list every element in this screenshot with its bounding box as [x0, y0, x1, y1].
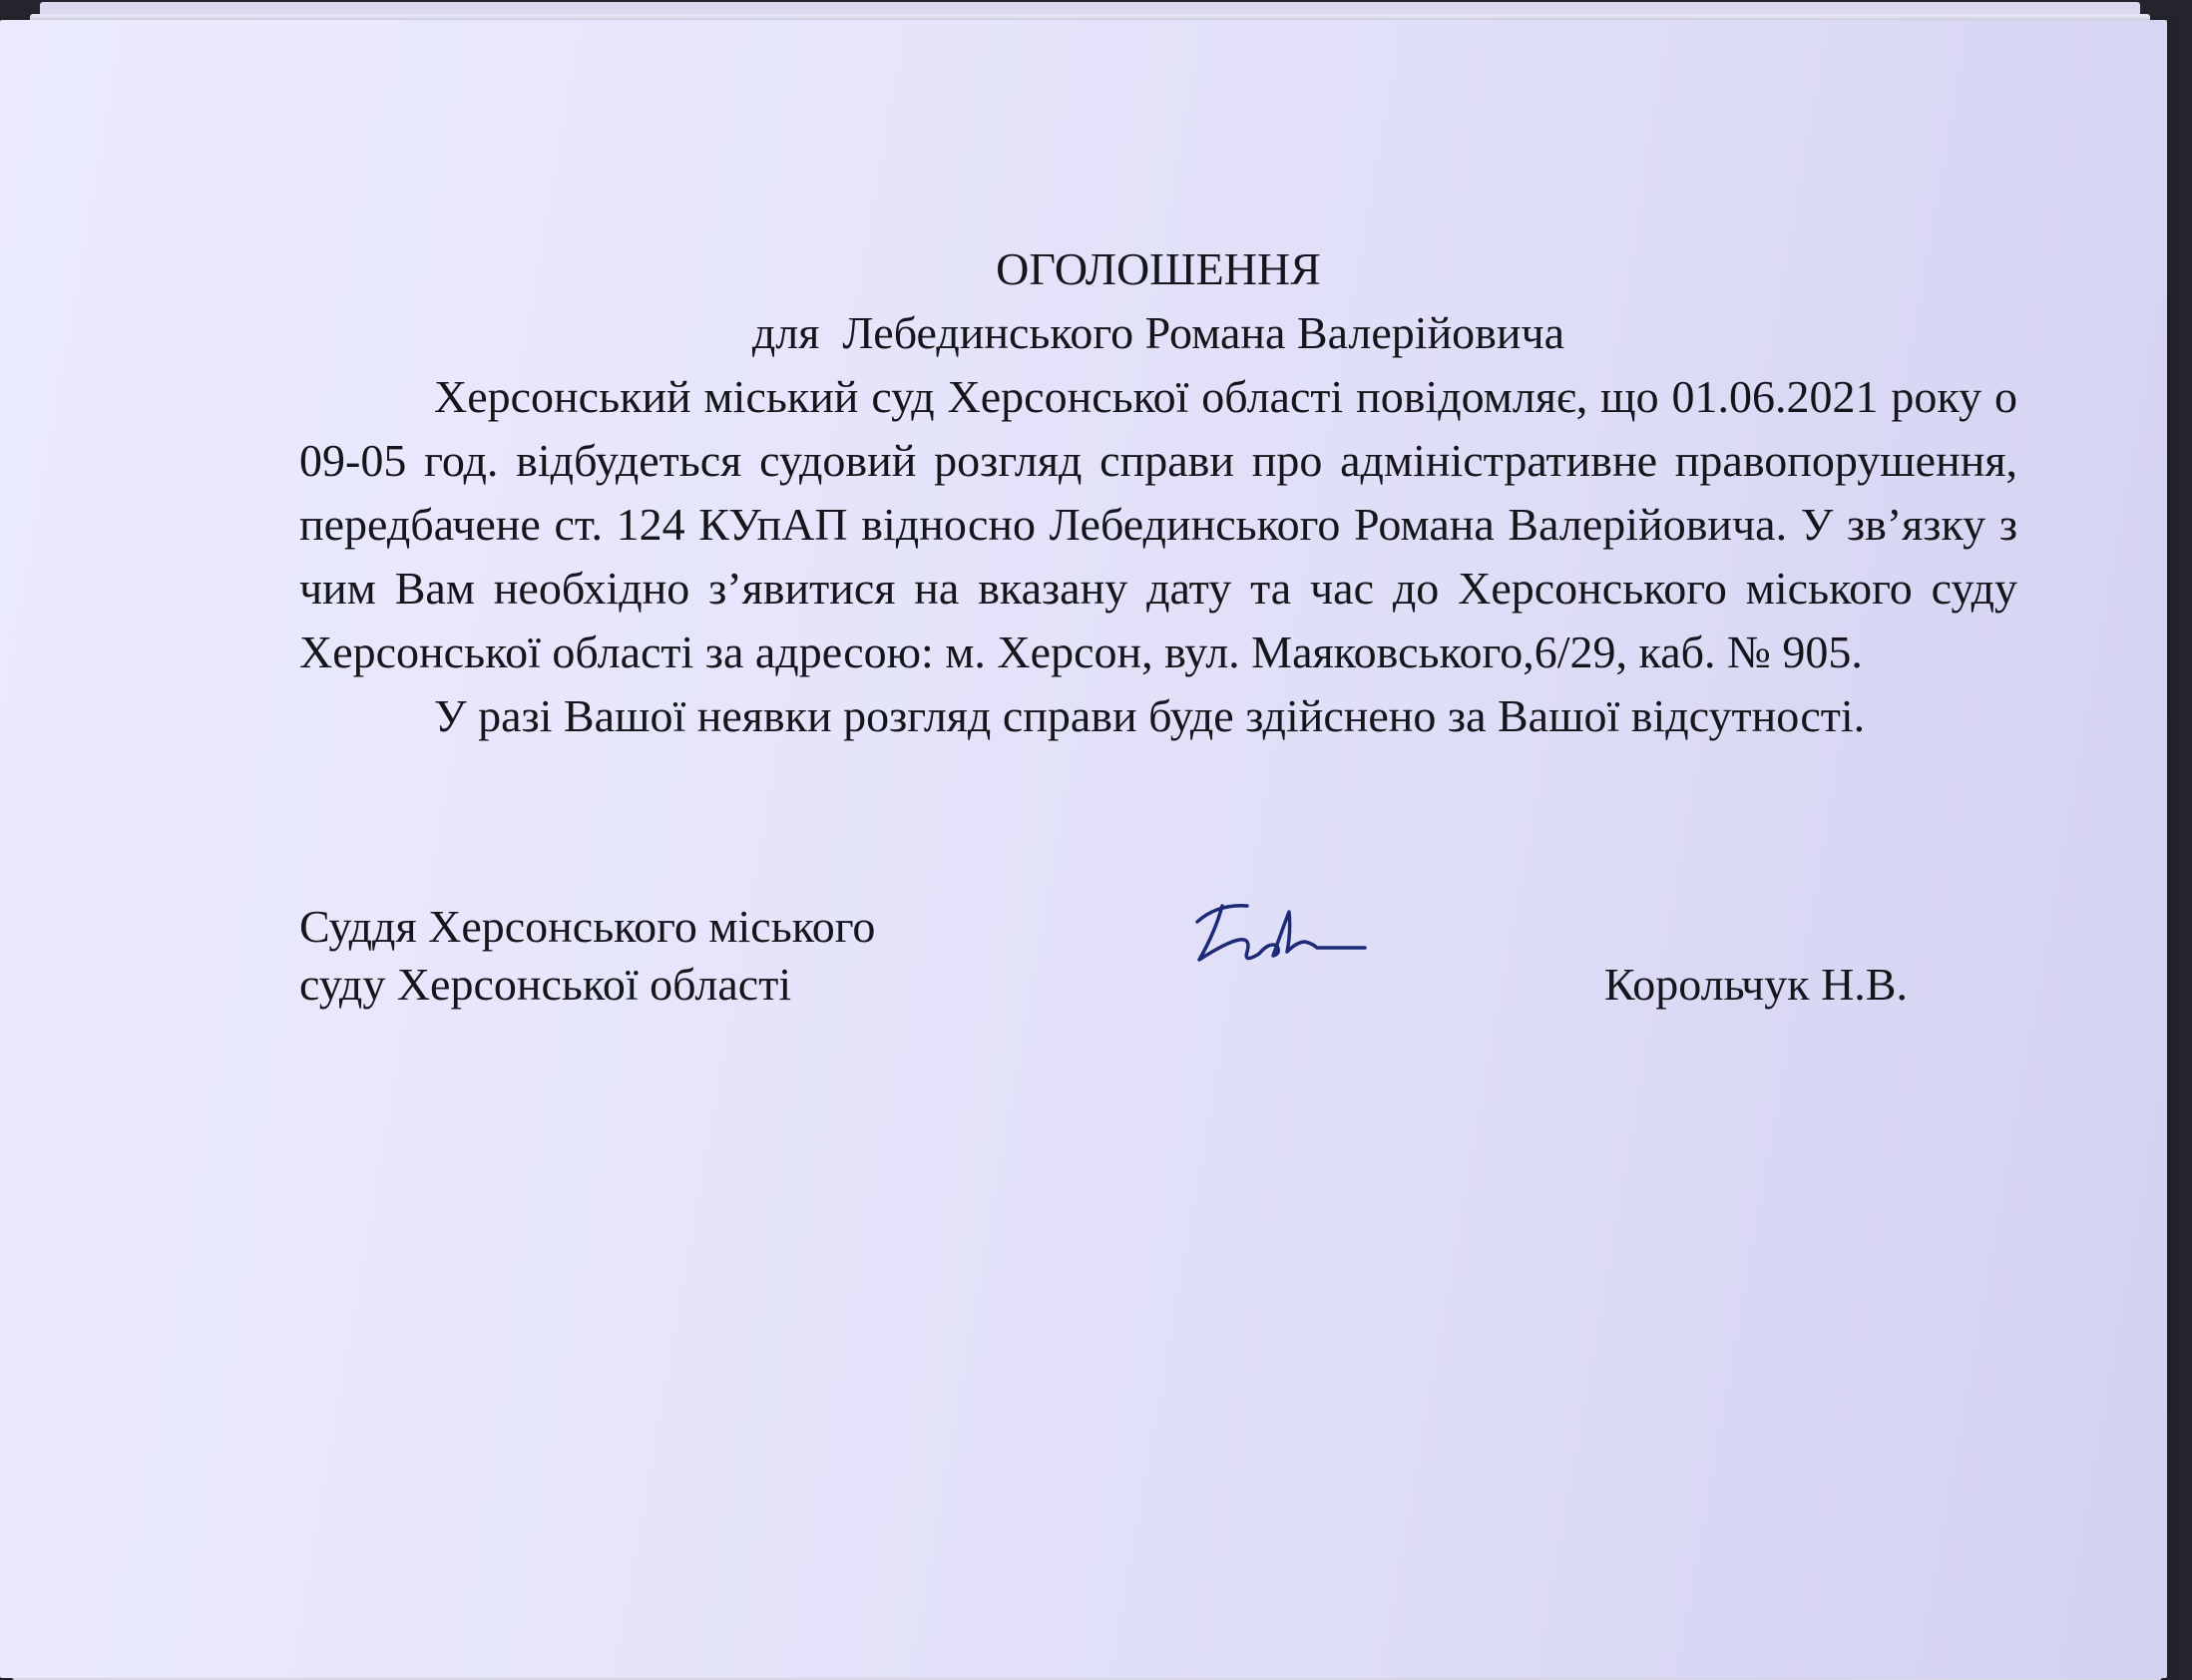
handwritten-signature-icon — [1177, 882, 1377, 982]
absence-warning-paragraph: У разі Вашої неявки розгляд справи буде здійснено за Вашої відсутності. — [434, 690, 1866, 741]
judge-title — [299, 898, 1097, 1014]
announcement-body — [299, 237, 2017, 748]
judge-title-line: Суддя Херсонського міського — [299, 901, 876, 952]
notice-paragraph: Херсонський міський суд Херсонської області повідомляє, що 01.06.2021 року о 09-05 год. відбудеться судовий розгляд справи про адміністративне правопорушення, передбачене ст. 124 КУпАП відносно Лебединського Романа Валерійовича. У зв’язку з чим Вам необхідно з’явитися на вказану дату та час до Херсонського міського суду Херсонської області за адресою: м. Херсон, вул. Маяковського,6/29, каб. № 905. — [299, 371, 2017, 677]
document-title: ОГОЛОШЕННЯ — [996, 243, 1321, 294]
judge-name: Корольчук Н.В. — [1603, 959, 1908, 1010]
judge-title-line: суду Херсонської області — [299, 959, 792, 1010]
document-addressee: для Лебединського Романа Валерійовича — [751, 307, 1565, 358]
signature-block — [299, 898, 2017, 1038]
